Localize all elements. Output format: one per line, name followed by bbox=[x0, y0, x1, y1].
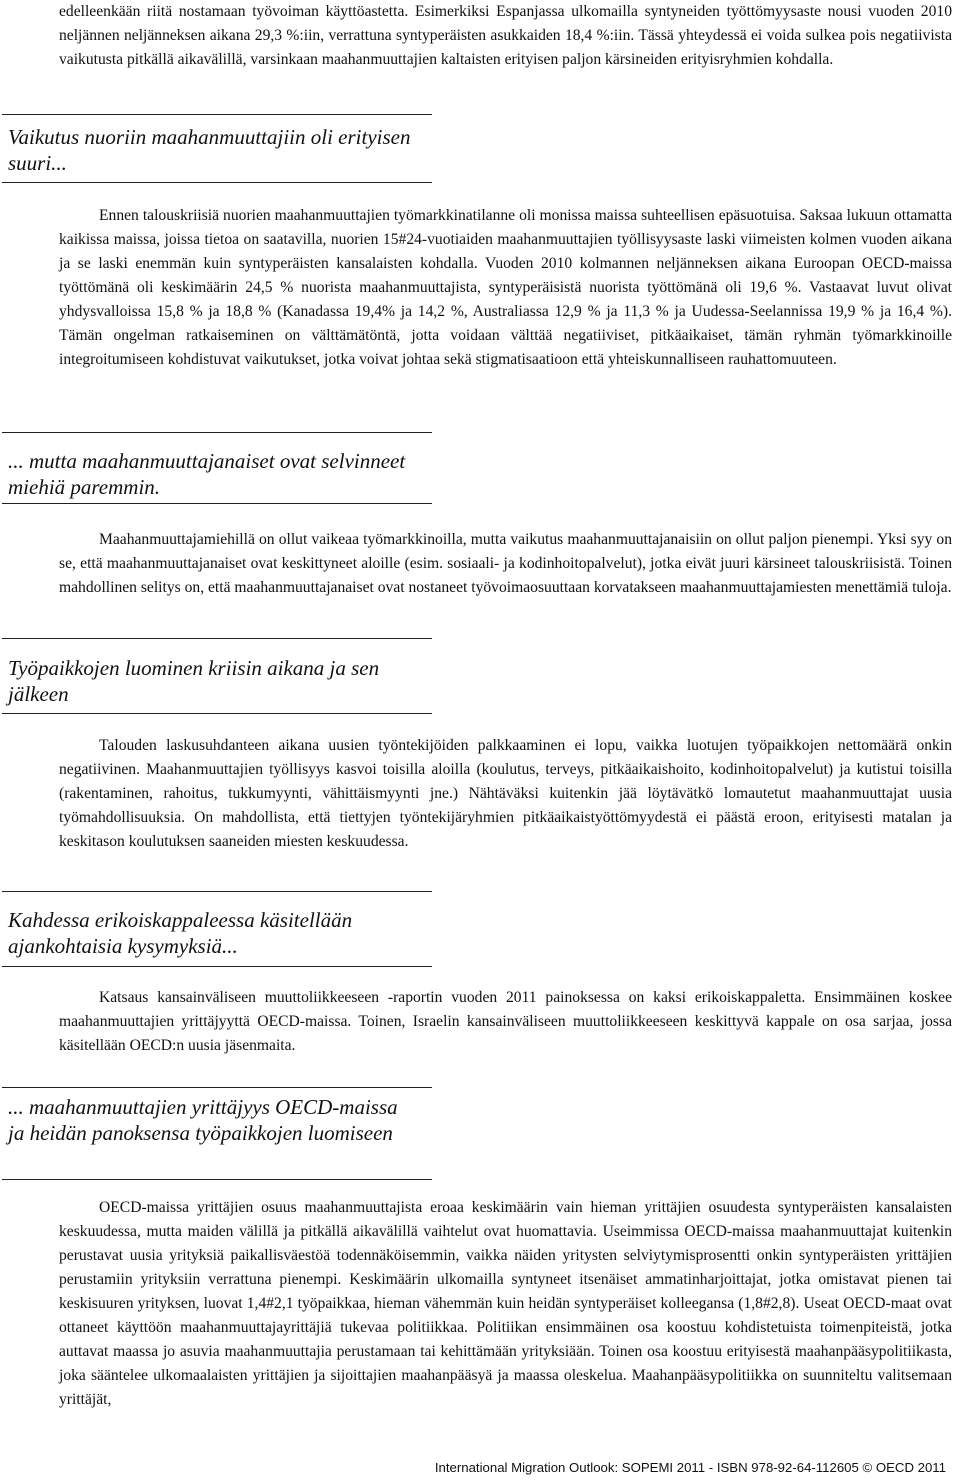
section-divider-top bbox=[2, 638, 432, 639]
section-heading: ... maahanmuuttajien yrittäjyys OECD-maissa ja heidän panoksensa työpaikkojen luomiseen bbox=[8, 1095, 398, 1145]
section-divider-bottom bbox=[2, 966, 432, 967]
section-paragraph: Talouden laskusuhdanteen aikana uusien työntekijöiden palkkaaminen ei lopu, vaikka luotujen työpaikkojen nettomäärä onkin negatiivinen. Maahanmuuttajien työllisyys kasvoi toisilla aloilla (koulutus, terveys, pitkäaikaishoito, kodinhoitopalvelut) ja kutistui toisilla (rakentaminen, rahoitus, tukkumyynti, vähittäismyynti jne.) Nähtäväksi kuitenkin jää löytävätkö lomautetut maahanmuuttajat uusia työmahdollisuuksia. On mahdollista, että tiettyjen työntekijäryhmien pitkäaikaistyöttömyydestä ei päästä eroon, erityisesti matalan ja keskitason koulutuksen saaneiden miesten keskuudessa. bbox=[59, 737, 952, 850]
section-paragraph: Katsaus kansainväliseen muuttoliikkeeseen -raportin vuoden 2011 painoksessa on kaksi erikoiskappaletta. Ensimmäinen koskee maahanmuuttajien yrittäjyyttä OECD-maissa. Toinen, Israelin kansainväliseen muuttoliikkeeseen keskittyvä kappale on osa sarjaa, jossa käsitellään OECD:n uusia jäsenmaita. bbox=[59, 989, 952, 1054]
section-body-block bbox=[0, 734, 960, 854]
section-divider-top bbox=[2, 891, 432, 892]
section-divider-bottom bbox=[2, 503, 432, 504]
section-body-block bbox=[0, 204, 960, 372]
page-footer: International Migration Outlook: SOPEMI 2011 - ISBN 978-92-64-112605 © OECD 2011 bbox=[434, 1460, 946, 1475]
section-divider-top bbox=[2, 1087, 432, 1088]
section-heading: Työpaikkojen luominen kriisin aikana ja sen jälkeen bbox=[8, 656, 380, 706]
section-paragraph: Ennen talouskriisiä nuorien maahanmuuttajien työmarkkinatilanne oli monissa maissa suhteellisen epäsuotuisa. Saksaa lukuun ottamatta kaikissa maissa, joissa tietoa on saatavilla, nuorien 15#24-vuotiaiden maahanmuuttajien työllisyysaste laski viimeisten kolmen vuoden aikana ja se laski enemmän kuin syntyperäisten kansalaisten kohdalla. Vuoden 2010 kolmannen neljänneksen aikana Euroopan OECD-maissa työttömänä oli keskimäärin 24,5 % nuorista maahanmuuttajista, syntyperäisistä nuorista työttömänä oli 19,6 %. Vastaavat luvut olivat yhdysvalloissa 15,8 % ja 18,8 % (Kanadassa 19,4% ja 14,2 %, Australiassa 12,9 % ja 11,3 % ja Uudessa-Seelannissa 19,9 % ja 16,4 %). Tämän ongelman ratkaiseminen on välttämätöntä, jotta voidaan välttää negatiiviset, pitkäaikaiset, tämän ryhmän työmarkkinoille integroitumiseen kohdistuvat vaikutukset, jotka voivat johtaa sekä stigmatisaatioon että yhteiskunnalliseen rauhattomuuteen. bbox=[59, 207, 952, 368]
section-body-block bbox=[0, 1196, 960, 1412]
section-divider-top bbox=[2, 432, 432, 433]
section-divider-bottom bbox=[2, 182, 432, 183]
intro-paragraph: edelleenkään riitä nostamaan työvoiman käyttöastetta. Esimerkiksi Espanjassa ulkomailla syntyneiden työttömyysaste nousi vuoden 2010 neljännen neljänneksen aikana 29,3 %:iin, verrattuna syntyperäisten asukkaiden 18,4 %:iin. Tässä yhteydessä ei voida sulkea pois negatiivista vaikutusta pitkällä aikavälillä, varsinkaan maahanmuuttajien kaltaisten erityisen paljon kärsineiden erityisryhmien kohdalla. bbox=[59, 3, 952, 68]
section-paragraph: OECD-maissa yrittäjien osuus maahanmuuttajista eroaa keskimäärin vain hieman yrittäjien osuudesta syntyperäisten kansalaisten keskuudessa, mutta maiden välillä ja pitkällä aikavälillä vaihtelut ovat huomattavia. Useimmissa OECD-maissa maahanmuuttajat kuitenkin perustavat uusia yrityksiä paikallisväestöä todennäköisemmin, vaikka näiden yritysten selviytymisprosentti onkin syntyperäisten yrittäjien perustamiin yrityksiin verrattuna pienempi. Keskimäärin ulkomailla syntyneet itsenäiset ammatinharjoittajat, jotka omistavat pienen tai keskisuuren yrityksen, luovat 1,4#2,1 työpaikkaa, hieman vähemmän kuin heidän syntyperäiset kolleegansa (1,8#2,8). Useat OECD-maat ovat ottaneet käyttöön maahanmuuttajayrittäjiä tukevaa politiikkaa. Politiikan ensimmäinen osa koostuu kohdistetuista toimenpiteistä, jotka auttavat maassa jo asuvia maahanmuuttajia perustamaan tai kehittämään yrityksiään. Toinen osa koostuu erityisestä maahanpääsypolitiikasta, joka sääntelee ulkomaalaisten yrittäjien ja sijoittajien maahanpääsyä ja maassa oleskelua. Maahanpääsypolitiikka on suunniteltu valitsemaan yrittäjät, bbox=[59, 1199, 952, 1408]
section-body-block bbox=[0, 528, 960, 600]
section-divider-top bbox=[2, 114, 432, 115]
section-heading: Vaikutus nuoriin maahanmuuttajiin oli erityisen suuri... bbox=[8, 125, 411, 175]
section-heading: ... mutta maahanmuuttajanaiset ovat selvinneet miehiä paremmin. bbox=[8, 449, 406, 499]
section-heading: Kahdessa erikoiskappaleessa käsitellään ajankohtaisia kysymyksiä... bbox=[8, 908, 353, 958]
section-divider-bottom bbox=[2, 1179, 432, 1180]
section-body-block bbox=[0, 986, 960, 1058]
section-paragraph: Maahanmuuttajamiehillä on ollut vaikeaa työmarkkinoilla, mutta vaikutus maahanmuuttajanaisiin on ollut paljon pienempi. Yksi syy on se, että maahanmuuttajanaiset ovat keskittyneet aloille (esim. sosiaali- ja kodinhoitopalvelut), jotka eivät juuri kärsineet talouskriisistä. Toinen mahdollinen selitys on, että maahanmuuttajanaiset ovat nostaneet työvoimaosuuttaan korvatakseen maahanmuuttajamiesten menettämiä tuloja. bbox=[59, 531, 952, 596]
intro-block bbox=[0, 0, 960, 72]
section-divider-bottom bbox=[2, 713, 432, 714]
